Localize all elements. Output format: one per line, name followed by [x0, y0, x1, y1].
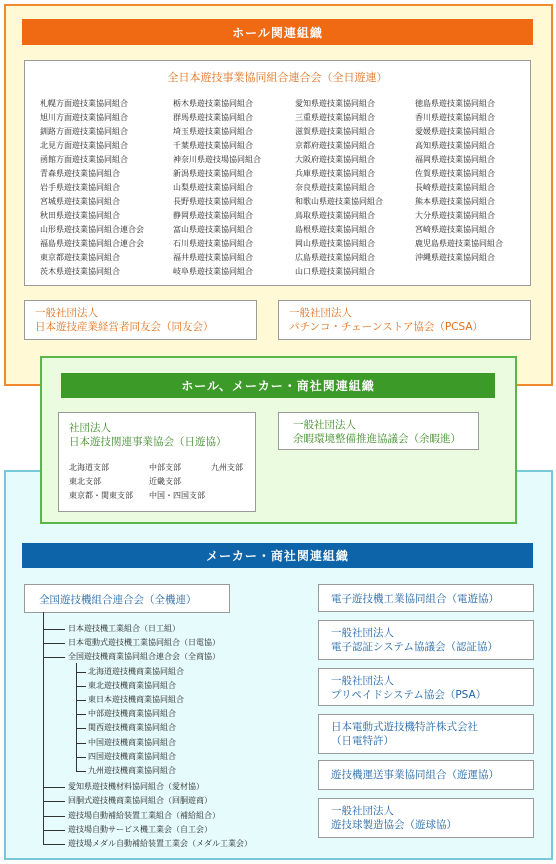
member-org: 和歌山県遊技業協同組合: [295, 197, 383, 206]
member-org: 三重県遊技業協同組合: [295, 113, 375, 122]
tree-sub-connector: [76, 686, 86, 687]
zenki-box: 全国遊技機組合連合会（全機連）: [24, 584, 230, 613]
tree-sub-item: 中国遊技機商業協同組合: [88, 737, 176, 747]
dohan-line1: 一般社団法人: [35, 307, 98, 319]
zennichi-title: 全日本遊技事業協同組合連合会（全日遊連）: [167, 71, 388, 84]
tree-connector: [43, 629, 65, 630]
member-org: 宮城県遊技業協同組合: [40, 197, 120, 206]
nichiyu-line1: 社団法人: [69, 422, 111, 434]
member-org: 釧路方面遊技業協同組合: [40, 127, 128, 136]
tree-item: 全国遊技機商業協同組合連合会（全商協）: [68, 652, 220, 662]
tree-sub-connector: [76, 700, 86, 701]
member-org: 愛知県遊技業協同組合: [295, 99, 375, 108]
tree-connector: [43, 816, 65, 817]
tree-connector: [43, 801, 65, 802]
member-org: 熊本県遊技業協同組合: [415, 197, 495, 206]
maker-org-line1: 電子遊技機工業協同組合（電遊協）: [331, 593, 499, 605]
member-org: 大分県遊技業協同組合: [415, 211, 495, 220]
zenki-member-tree: [38, 612, 298, 848]
maker-org-line2: 電子認証システム協議会（認証協）: [331, 641, 498, 653]
tree-item: 遊技場メダル自動補給装置工業会（メダル工業会）: [68, 839, 252, 848]
maker-org-box: [318, 584, 534, 612]
member-org: 奈良県遊技業協同組合: [295, 183, 375, 192]
member-org: 高知県遊技業協同組合: [415, 141, 495, 150]
member-org: 長野県遊技業協同組合: [173, 197, 253, 206]
dohan-line2: 日本遊技産業経営者同友会（同友会）: [35, 321, 214, 333]
branch-item: 東北支部: [69, 477, 101, 486]
branch-item: 東京都・関東支部: [69, 491, 133, 500]
member-org: 愛媛県遊技業協同組合: [415, 127, 495, 136]
maker-header: メーカー・商社関連組織: [22, 543, 533, 568]
tree-sub-item: 九州遊技機商業協同組合: [88, 766, 176, 775]
tree-sub-connector: [76, 757, 86, 758]
member-org: 山梨県遊技業協同組合: [173, 183, 253, 192]
member-org: 徳島県遊技業協同組合: [415, 99, 495, 108]
member-org: 福岡県遊技業協同組合: [415, 155, 495, 164]
branch-item: 中国・四国支部: [149, 491, 205, 500]
maker-org-line1: 一般社団法人: [331, 805, 394, 817]
maker-org-line1: 日本電動式遊技機特許株式会社: [331, 721, 478, 733]
member-org: 香川県遊技業協同組合: [415, 113, 495, 122]
tree-sub-item: 四国遊技機商業協同組合: [88, 751, 176, 761]
tree-item: 愛知県遊技機材料協同組合（愛材協）: [68, 782, 204, 792]
member-org: 兵庫県遊技業協同組合: [295, 169, 375, 178]
member-org: 山形県遊技業協同組合連合会: [40, 225, 144, 234]
maker-org-box: [318, 620, 534, 660]
tree-sub-connector: [76, 743, 86, 744]
tree-trunk: [43, 612, 44, 845]
member-org: 滋賀県遊技業協同組合: [295, 127, 375, 136]
nichiyu-box: [58, 412, 256, 512]
member-org: [415, 265, 525, 279]
hall-header: ホール関連組織: [22, 19, 533, 45]
maker-org-line2: （日電特許）: [331, 735, 394, 747]
tree-item: 日本電動式遊技機工業協同組合（日電協）: [68, 638, 220, 648]
hall-maker-header: ホール、メーカー・商社関連組織: [61, 373, 495, 398]
member-org: 富山県遊技業協同組合: [173, 225, 253, 234]
tree-item: 遊技場自動補給装置工業組合（補給組合）: [68, 810, 220, 820]
branch-list: [69, 461, 245, 503]
tree-item: 遊技場自動サービス機工業会（自工会）: [68, 824, 212, 834]
member-grid: [40, 97, 525, 279]
branch-item: 中部支部: [149, 463, 181, 472]
tree-connector: [43, 643, 65, 644]
member-org: 広島県遊技業協同組合: [295, 253, 375, 262]
maker-org-box: [318, 714, 534, 754]
tree-connector: [43, 830, 65, 831]
member-org: 千葉県遊技業協同組合: [173, 141, 253, 150]
member-org: 石川県遊技業協同組合: [173, 239, 253, 248]
tree-sub-item: 北海道遊技機商業協同組合: [88, 666, 184, 676]
member-org: 鹿児島県遊技業協同組合: [415, 239, 503, 248]
member-org: 茨木県遊技業協同組合: [40, 267, 120, 276]
member-org: 福井県遊技業協同組合: [173, 253, 253, 262]
member-org: 函館方面遊技業協同組合: [40, 155, 128, 164]
member-org: 秋田県遊技業協同組合: [40, 211, 120, 220]
maker-org-box: [318, 798, 534, 838]
maker-org-line1: 一般社団法人: [331, 675, 394, 687]
member-org: 佐賀県遊技業協同組合: [415, 169, 495, 178]
member-org: 群馬県遊技業協同組合: [173, 113, 253, 122]
maker-org-line2: 遊技球製造協会（遊球協）: [331, 819, 457, 831]
tree-connector: [43, 787, 65, 788]
tree-sub-trunk: [76, 663, 77, 771]
pcsa-line2: パチンコ・チェーンストア協会（PCSA）: [289, 321, 484, 333]
member-org: 鳥取県遊技業協同組合: [295, 211, 375, 220]
tree-sub-item: 中部遊技機商業協同組合: [88, 709, 176, 719]
member-org: 沖縄県遊技業協同組合: [415, 253, 495, 262]
branch-item: [211, 475, 261, 489]
member-org: 島根県遊技業協同組合: [295, 225, 375, 234]
pcsa-line1: 一般社団法人: [289, 307, 352, 319]
tree-item: 日本遊技機工業組合（日工組）: [68, 624, 180, 633]
member-org: 岩手県遊技業協同組合: [40, 183, 120, 192]
nichiyu-line2: 日本遊技関連事業協会（日遊協）: [69, 436, 227, 448]
member-org: 埼玉県遊技業協同組合: [173, 127, 253, 136]
maker-org-line1: 遊技機運送事業協同組合（遊運協）: [331, 769, 499, 781]
tree-sub-connector: [76, 714, 86, 715]
tree-sub-connector: [76, 728, 86, 729]
maker-org-box: [318, 760, 534, 790]
dohan-box: [24, 300, 257, 340]
member-org: 神奈川県遊技場協同組合: [173, 155, 261, 164]
member-org: 長崎県遊技業協同組合: [415, 183, 495, 192]
member-org: 岡山県遊技業協同組合: [295, 239, 375, 248]
member-org: 福島県遊技業協同組合連合会: [40, 239, 144, 248]
yoka-box: [278, 412, 479, 450]
member-org: 北見方面遊技業協同組合: [40, 141, 128, 150]
tree-connector: [43, 844, 65, 845]
member-org: 大阪府遊技業協同組合: [295, 155, 375, 164]
tree-connector: [43, 657, 65, 658]
branch-item: 北海道支部: [69, 463, 109, 472]
tree-sub-item: 東日本遊技機商業協同組合: [88, 695, 184, 704]
member-org: 山口県遊技業協同組合: [295, 267, 375, 276]
branch-item: 近畿支部: [149, 477, 181, 486]
tree-sub-item: 関西遊技機商業協同組合: [88, 723, 176, 733]
tree-sub-connector: [76, 672, 86, 673]
yoka-line1: 一般社団法人: [293, 419, 356, 431]
member-org: 宮崎県遊技業協同組合: [415, 225, 495, 234]
tree-sub-connector: [76, 771, 86, 772]
member-org: 新潟県遊技業協同組合: [173, 169, 253, 178]
member-org: 静岡県遊技業協同組合: [173, 211, 253, 220]
yoka-line2: 余暇環境整備推進協議会（余暇進）: [293, 433, 461, 445]
branch-item: 九州支部: [211, 463, 243, 472]
maker-org-box: [318, 668, 534, 706]
pcsa-box: [278, 300, 531, 340]
zennichi-box: [24, 60, 531, 286]
member-org: 京都府遊技業協同組合: [295, 141, 375, 150]
member-org: 岐阜県遊技業協同組合: [173, 267, 253, 276]
member-org: 栃木県遊技業協同組合: [173, 99, 253, 108]
maker-org-line1: 一般社団法人: [331, 627, 394, 639]
maker-org-line2: プリペイドシステム協会（PSA）: [331, 689, 487, 701]
member-org: 札幌方面遊技業協同組合: [40, 99, 128, 108]
branch-item: [211, 489, 261, 503]
tree-item: 回胴式遊技機商業協同組合（回胴遊商）: [68, 796, 212, 806]
member-org: 東京都遊技業協同組合: [40, 253, 120, 262]
member-org: 青森県遊技業協同組合: [40, 169, 120, 178]
member-org: 旭川方面遊技業協同組合: [40, 113, 128, 122]
tree-sub-item: 東北遊技機商業協同組合: [88, 680, 176, 690]
